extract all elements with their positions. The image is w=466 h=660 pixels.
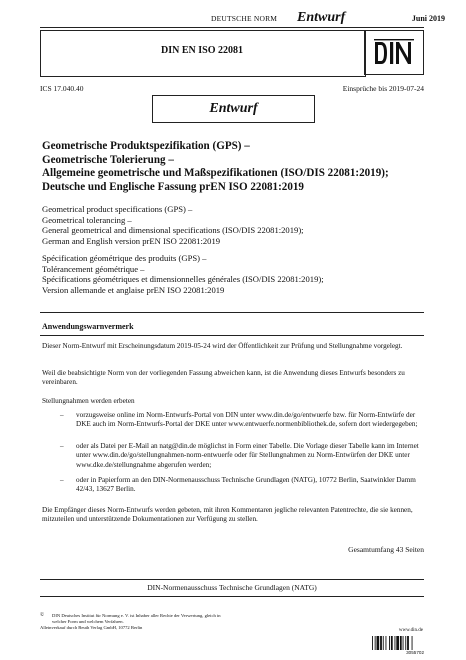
barcode-bar [400, 636, 402, 650]
barcode-bar [395, 636, 396, 650]
barcode-bar [403, 636, 404, 650]
french-title-line: Spécification géométrique des produits (GPS) – [42, 253, 207, 263]
total-pages: Gesamtumfang 43 Seiten [348, 545, 424, 554]
copyright-symbol: © [40, 612, 45, 618]
english-title-line: German and English version prEN ISO 22081:2019 [42, 235, 221, 246]
copyright-line: DIN Deutsches Institut für Normung e. V. ist Inhaber aller Rechte der Verwertung, gleich in [52, 613, 221, 618]
barcode-bar [380, 636, 382, 650]
barcode-bar [383, 636, 384, 650]
din-logo-icon [372, 38, 416, 68]
german-title-line: Deutsche und Englische Fassung prEN ISO 22081:2019 [42, 180, 304, 193]
barcode-bar [375, 636, 376, 650]
german-title-line: Allgemeine geometrische und Maßspezifikationen (ISO/DIS 22081:2019); [42, 167, 389, 179]
bullet-item: vorzugsweise online im Norm-Entwurfs-Portal von DIN unter www.din.de/go/entwuerfe bzw. für Norm-Entwürfe der DKE auch im Norm-Entwurfs-Portal der DKE unter www.entwuerfe.normenbibliothek.de, sofern dort wiedergegeben; [76, 411, 418, 429]
english-title-line: Geometrical tolerancing – [42, 214, 132, 225]
standards-body-label: DEUTSCHE NORM [211, 14, 278, 23]
draft-status-label: Entwurf [209, 101, 258, 116]
barcode-bar [372, 636, 373, 650]
barcode [372, 636, 424, 658]
barcode-bar [407, 636, 409, 650]
bullet-dash: – [60, 442, 64, 450]
french-title-line: Version allemande et anglaise prEN ISO 22081:2019 [42, 284, 225, 295]
french-title [42, 253, 432, 295]
barcode-icon [372, 636, 424, 650]
bullet-item: oder in Papierform an den DIN-Normenausschuss Technische Grundlagen (NATG), 10772 Berlin, Saatwinkler Damm 42/43, 13627 Berlin. [76, 476, 416, 494]
french-title-line: Tolérancement géométrique – [42, 263, 145, 274]
header-strip [0, 10, 466, 28]
notice-paragraph: Dieser Norm-Entwurf mit Erscheinungsdatum 2019-05-24 wird der Öffentlichkeit zur Prüfung und Stellungnahme vorgelegt. [42, 342, 403, 350]
footer-rule-lower [40, 596, 424, 597]
ics-code: ICS 17.040.40 [40, 84, 84, 93]
top-rule [40, 27, 424, 28]
document-number: DIN EN ISO 22081 [161, 45, 243, 56]
website-label: www.din.de [398, 628, 423, 633]
draft-status-box [152, 95, 315, 123]
french-title-line: Spécifications géométriques et dimensionnelles générales (ISO/DIS 22081:2019); [42, 274, 324, 284]
copyright-line: Alleinverkauf durch Beuth Verlag GmbH, 10772 Berlin [40, 624, 143, 630]
barcode-bar [412, 636, 413, 650]
heading-rule [40, 335, 424, 336]
barcode-bar [386, 636, 387, 650]
english-title [42, 204, 432, 246]
bullet-item: oder als Datei per E-Mail an natg@din.de möglichst in Form einer Tabelle. Die Vorlage dieser Tabelle kann im Internet unter www.din.de/go/stellungnahmen-norm-entwuerfe oder für Stellungnahmen zu Norm-Entwürfen der DKE unter www.dke.de/stellungnahme abgerufen werden; [76, 442, 419, 469]
notice-heading: Anwendungswarnvermerk [42, 322, 134, 331]
footer-rule [40, 579, 424, 580]
committee-name: DIN-Normenausschuss Technische Grundlagen (NATG) [147, 583, 317, 592]
barcode-bar [389, 636, 390, 650]
barcode-bar [391, 636, 393, 650]
notice-paragraph: Weil die beabsichtigte Norm von der vorliegenden Fassung abweichen kann, ist die Anwendung dieses Entwurfs besonders zu vereinbaren. [42, 369, 405, 387]
barcode-bar [396, 636, 399, 650]
german-title-line: Geometrische Tolerierung – [42, 153, 174, 166]
german-title-line: Geometrische Produktspezifikation (GPS) – [42, 140, 250, 152]
bullet-dash: – [60, 411, 64, 419]
copyright-line: welcher Form und welchem Verfahren. [52, 618, 124, 624]
status-header-label: Entwurf [297, 10, 346, 25]
din-logo [364, 30, 424, 75]
barcode-bar [405, 636, 406, 650]
bullet-dash: – [60, 476, 64, 484]
section-rule [40, 312, 424, 313]
english-title-line: Geometrical product specifications (GPS) – [42, 204, 193, 214]
copyright-notice [40, 613, 300, 630]
german-title [42, 140, 432, 194]
barcode-bar [377, 636, 380, 650]
publication-date: Juni 2019 [411, 14, 445, 23]
barcode-number: 3055702 [406, 650, 424, 655]
notice-paragraph: Stellungnahmen werden erbeten [42, 397, 135, 405]
english-title-line: General geometrical and dimensional specifications (ISO/DIS 22081:2019); [42, 225, 304, 235]
notice-paragraph: Die Empfänger dieses Norm-Entwurfs werden gebeten, mit ihren Kommentaren jegliche relevanten Patentrechte, die sie kennen, mitzuteilen und unterstützende Dokumentationen zur Verfügung zu stellen. [42, 506, 413, 524]
objections-deadline: Einsprüche bis 2019-07-24 [342, 84, 424, 93]
